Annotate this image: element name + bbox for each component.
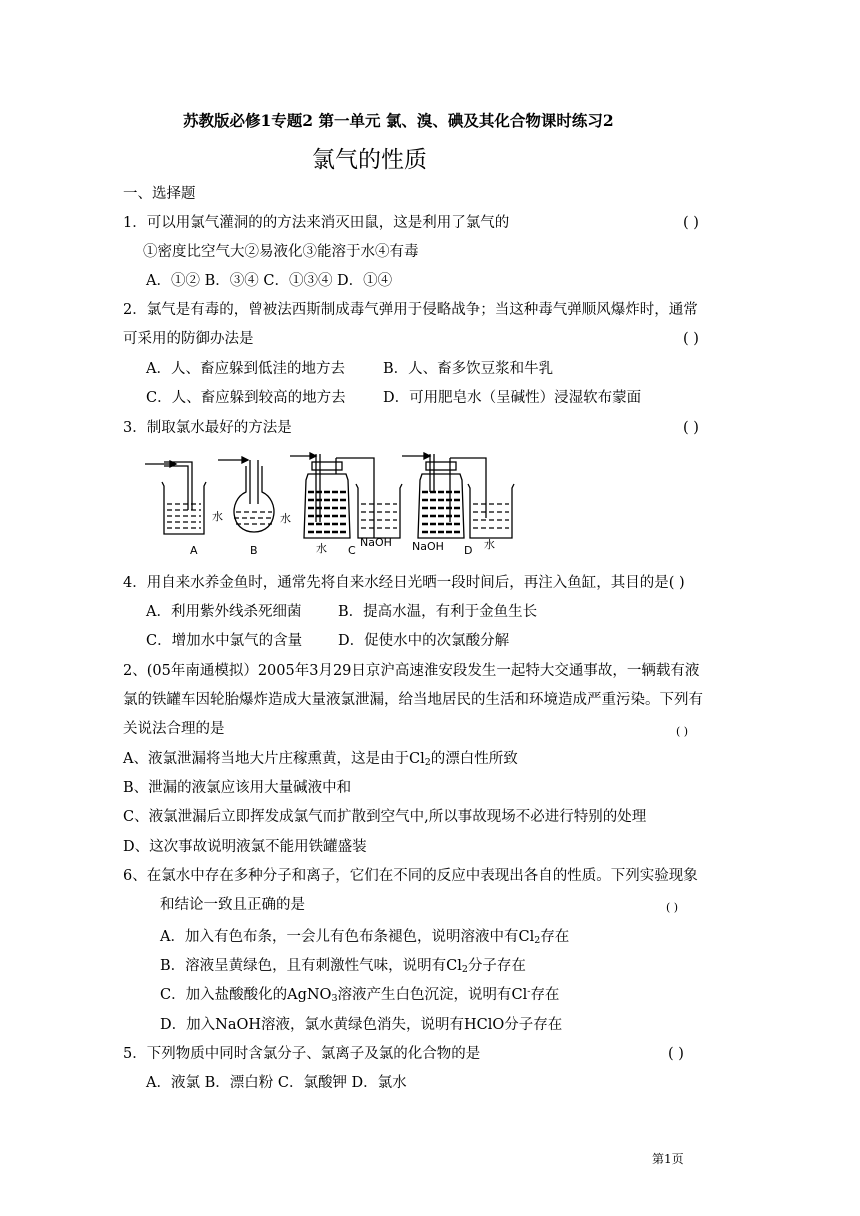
q-nantong-stem-line1: 2、(05年南通模拟）2005年3月29日京沪高速淮安段发生一起特大交通事故，一辆载有液	[123, 663, 700, 679]
document-title: 苏教版必修1专题2 第一单元 氯、溴、碘及其化合物课时练习2	[183, 111, 614, 130]
section-heading: 一、选择题	[123, 186, 196, 202]
q4-option-c: C．增加水中氯气的含量	[146, 633, 303, 649]
q6-option-c: C．加入盐酸酸化的AgNO$_3$溶液产生白色沉淀，说明有Cl-存在	[160, 986, 560, 1004]
q6-option-a: A．加入有色布条，一会儿有色布条褪色，说明溶液中有$Cl_2$存在	[160, 929, 570, 946]
label-water-d: 水	[484, 538, 495, 551]
q2-stem-line1: 2．氯气是有毒的，曾被法西斯制成毒气弹用于侵略战争；当这种毒气弹顺风爆炸时，通常	[123, 302, 698, 318]
q2-stem-line2: 可采用的防御办法是	[123, 331, 254, 347]
q1-props: ①密度比空气大②易液化③能溶于水④有毒	[143, 244, 419, 260]
label-c: C	[348, 544, 356, 557]
apparatus-b	[218, 457, 274, 532]
apparatus-d	[402, 453, 514, 538]
page-number: 第1页	[652, 1152, 684, 1166]
q1-stem: 1．可以用氯气灌洞的的方法来消灭田鼠，这是利用了氯气的	[123, 215, 510, 231]
q2-answer-blank: ( )	[683, 331, 699, 347]
q4-option-a: A．利用紫外线杀死细菌	[146, 604, 302, 620]
q-nantong-option-c: C、液氯泄漏后立即挥发成氯气而扩散到空气中,所以事故现场不必进行特别的处理	[123, 809, 647, 825]
q7-stem: 5．下列物质中同时含氯分子、氯离子及氯的化合物的是	[123, 1046, 481, 1062]
q4-option-b: B．提高水温，有利于金鱼生长	[338, 604, 538, 620]
q2-option-b: B．人、畜多饮豆浆和牛乳	[383, 361, 554, 377]
q-nantong-option-b: B、泄漏的液氯应该用大量碱液中和	[123, 780, 352, 796]
label-a: A	[190, 544, 198, 557]
q3-stem: 3．制取氯水最好的方法是	[123, 420, 292, 436]
document-subtitle: 氯气的性质	[312, 147, 427, 173]
q4-stem: 4．用自来水养金鱼时，通常先将自来水经日光晒一段时间后，再注入鱼缸，其目的是( )	[123, 575, 685, 591]
q6-stem-line2: 和结论一致且正确的是	[160, 897, 305, 913]
label-water-a: 水	[212, 510, 223, 523]
label-d: D	[464, 544, 473, 557]
q1-answer-blank: ( )	[683, 215, 699, 231]
q6-stem-line1: 6、在氯水中存在多种分子和离子，它们在不同的反应中表现出各自的性质。下列实验现象	[123, 868, 698, 884]
q6-option-b: B．溶液呈黄绿色，且有刺激性气味，说明有$Cl_2$分子存在	[160, 958, 526, 975]
q7-options: A．液氯 B．漂白粉 C．氯酸钾 D．氯水	[146, 1075, 407, 1091]
label-naoh-d: NaOH	[412, 540, 444, 553]
label-naoh-c: NaOH	[360, 536, 392, 549]
label-water-c: 水	[316, 542, 327, 555]
q-nantong-answer-blank: ( )	[676, 725, 689, 738]
label-b: B	[250, 544, 258, 557]
q-nantong-option-a: A、液氯泄漏将当地大片庄稼熏黄，这是由于$Cl_2$的漂白性所致	[123, 751, 518, 768]
apparatus-figure	[140, 452, 520, 558]
label-water-b: 水	[280, 512, 291, 525]
q-nantong-option-d: D、这次事故说明液氯不能用铁罐盛装	[123, 839, 367, 855]
q6-option-d: D．加入NaOH溶液，氯水黄绿色消失，说明有HClO分子存在	[160, 1017, 563, 1033]
q4-option-d: D．促使水中的次氯酸分解	[338, 633, 510, 649]
q-nantong-stem-line2: 氯的铁罐车因轮胎爆炸造成大量液氯泄漏，给当地居民的生活和环境造成严重污染。下列有	[123, 692, 703, 708]
q2-option-c: C．人、畜应躲到较高的地方去	[146, 390, 346, 406]
apparatus-c	[290, 453, 402, 538]
q3-answer-blank: ( )	[683, 420, 699, 436]
q2-option-d: D．可用肥皂水（呈碱性）浸湿软布蒙面	[383, 390, 642, 406]
q6-answer-blank: ( )	[666, 901, 679, 914]
apparatus-a	[145, 461, 206, 534]
q-nantong-stem-line3: 关说法合理的是	[123, 721, 225, 737]
q2-option-a: A．人、畜应躲到低洼的地方去	[146, 361, 345, 377]
q1-options: A．①② B．③④ C．①③④ D．①④	[146, 273, 393, 289]
q7-answer-blank: ( )	[668, 1046, 684, 1062]
